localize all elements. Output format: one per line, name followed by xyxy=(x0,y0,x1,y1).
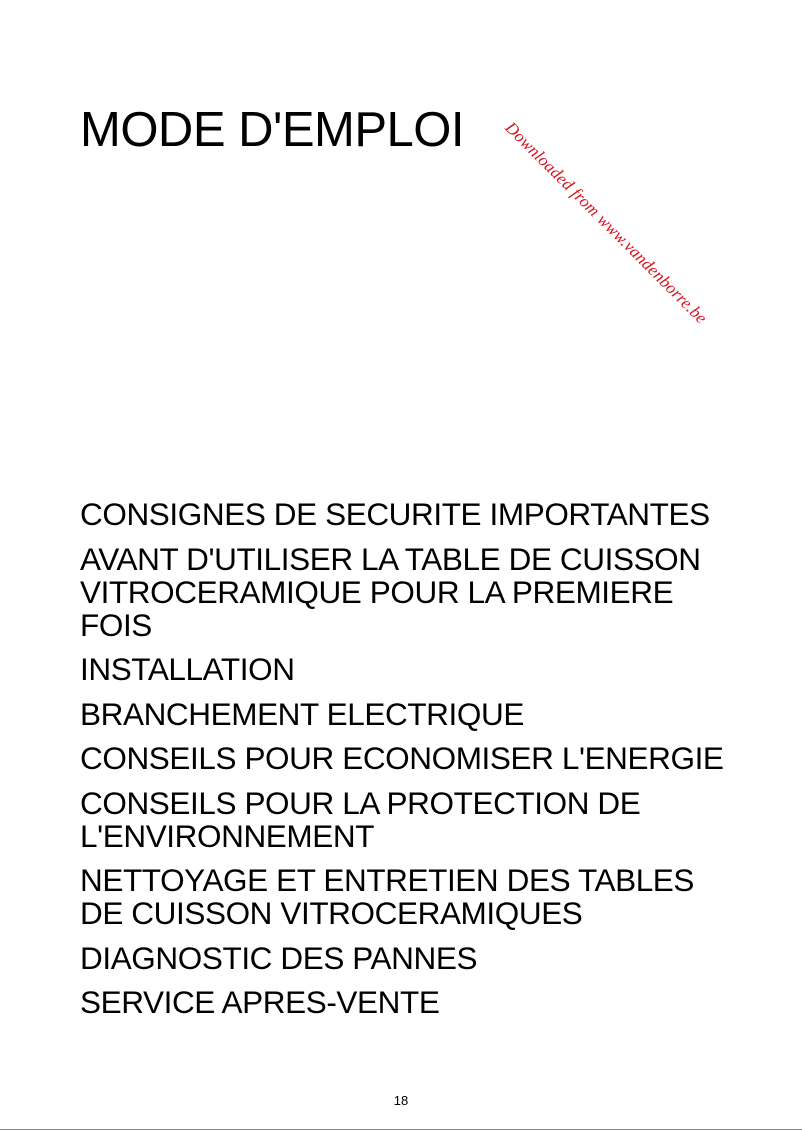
toc-item-energy-saving: CONSEILS POUR ECONOMISER L'ENERGIE xyxy=(80,740,724,776)
bottom-divider xyxy=(0,1129,802,1130)
download-watermark: Downloaded from www.vandenborre.be xyxy=(501,118,712,328)
toc-item-cleaning: NETTOYAGE ET ENTRETIEN DES TABLES DE CUISSON VITROCERAMIQUES xyxy=(80,862,695,931)
toc-item-after-sales: SERVICE APRES-VENTE xyxy=(80,984,440,1020)
toc-item-troubleshooting: DIAGNOSTIC DES PANNES xyxy=(80,939,478,976)
toc-item-safety: CONSIGNES DE SECURITE IMPORTANTES xyxy=(80,496,710,532)
page-number: 18 xyxy=(393,1093,409,1108)
page-title: MODE D'EMPLOI xyxy=(80,103,465,157)
toc-item-installation: INSTALLATION xyxy=(80,651,295,687)
toc-item-electrical-connection: BRANCHEMENT ELECTRIQUE xyxy=(80,695,524,732)
toc-item-environment: CONSEILS POUR LA PROTECTION DE L'ENVIRONNEMENT xyxy=(80,784,641,854)
table-of-contents xyxy=(80,498,730,1031)
toc-item-before-first-use: AVANT D'UTILISER LA TABLE DE CUISSON VITROCERAMIQUE POUR LA PREMIERE FOIS xyxy=(80,540,701,643)
